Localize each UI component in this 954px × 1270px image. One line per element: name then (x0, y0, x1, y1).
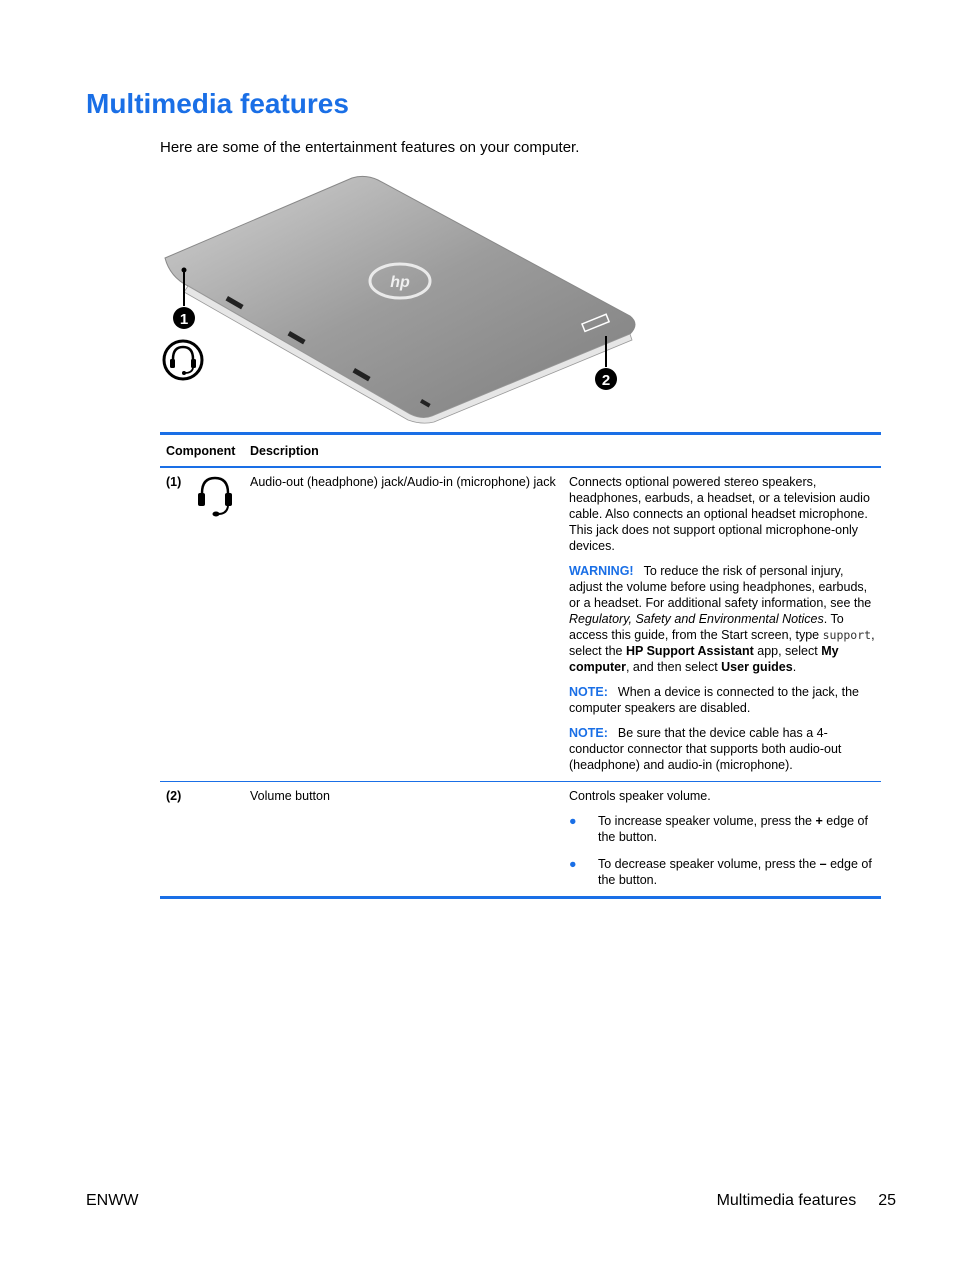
search-term: support (822, 628, 872, 642)
note-block: NOTE: Be sure that the device cable has a 4-conductor connector that supports both audio-out (headphone) and audio-in (microphone). (569, 726, 842, 772)
header-component: Component (160, 434, 244, 468)
footer-right (717, 1192, 896, 1210)
warning-block: WARNING! To reduce the risk of personal injury, adjust the volume before using headphones, earbuds, or a headset. For additional safety information, see the Regulatory, Safety and Environmental Notices. To access this guide, from the Start screen, type support, select the HP Support Assistant app, select My computer, and then select User guides. (569, 564, 875, 674)
component-table (160, 432, 881, 899)
callout-1-number: 1 (179, 311, 189, 328)
svg-text:hp: hp (390, 274, 410, 291)
headset-icon (164, 341, 202, 379)
list-item: ● To increase speaker volume, press the + edge of the button. (569, 814, 868, 844)
bullet-list (569, 813, 875, 888)
callout-1-dot (182, 268, 187, 273)
footer-section: Multimedia features (716, 1192, 857, 1209)
row-number: (2) (166, 789, 182, 803)
list-item: ● To decrease speaker volume, press the – edge of the button. (569, 857, 872, 887)
bullet-icon: ● (569, 857, 577, 871)
page-title: Multimedia features (86, 88, 349, 119)
table-row (160, 467, 881, 782)
bullet-icon: ● (569, 814, 577, 828)
callout-2-number: 2 (601, 372, 611, 389)
component-description: Controls speaker volume. (569, 789, 711, 803)
component-description: Connects optional powered stereo speakers, headphones, earbuds, a headset, or a television audio cable. Also connects an optional headset microphone. This jack does not support optional microphone-only devices. (569, 475, 870, 553)
note-block: NOTE: When a device is connected to the jack, the computer speakers are disabled. (569, 685, 860, 715)
page-number: 25 (878, 1192, 896, 1209)
tablet-rear-view (165, 176, 635, 423)
row-number: (1) (166, 475, 182, 489)
guide-title: Regulatory, Safety and Environmental Notices (569, 612, 824, 626)
footer-left: ENWW (86, 1192, 139, 1209)
note-label: NOTE: (569, 685, 608, 699)
component-name: Audio-out (headphone) jack/Audio-in (microphone) jack (244, 467, 563, 782)
intro-text: Here are some of the entertainment features on your computer. (160, 139, 580, 156)
headset-icon (196, 474, 234, 520)
component-name: Volume button (250, 789, 330, 803)
figure-tablet-illustration (160, 174, 645, 424)
table-header-row (160, 434, 881, 468)
note-label: NOTE: (569, 726, 608, 740)
warning-label: WARNING! (569, 564, 634, 578)
table-row (160, 782, 881, 898)
header-description: Description (244, 434, 881, 468)
